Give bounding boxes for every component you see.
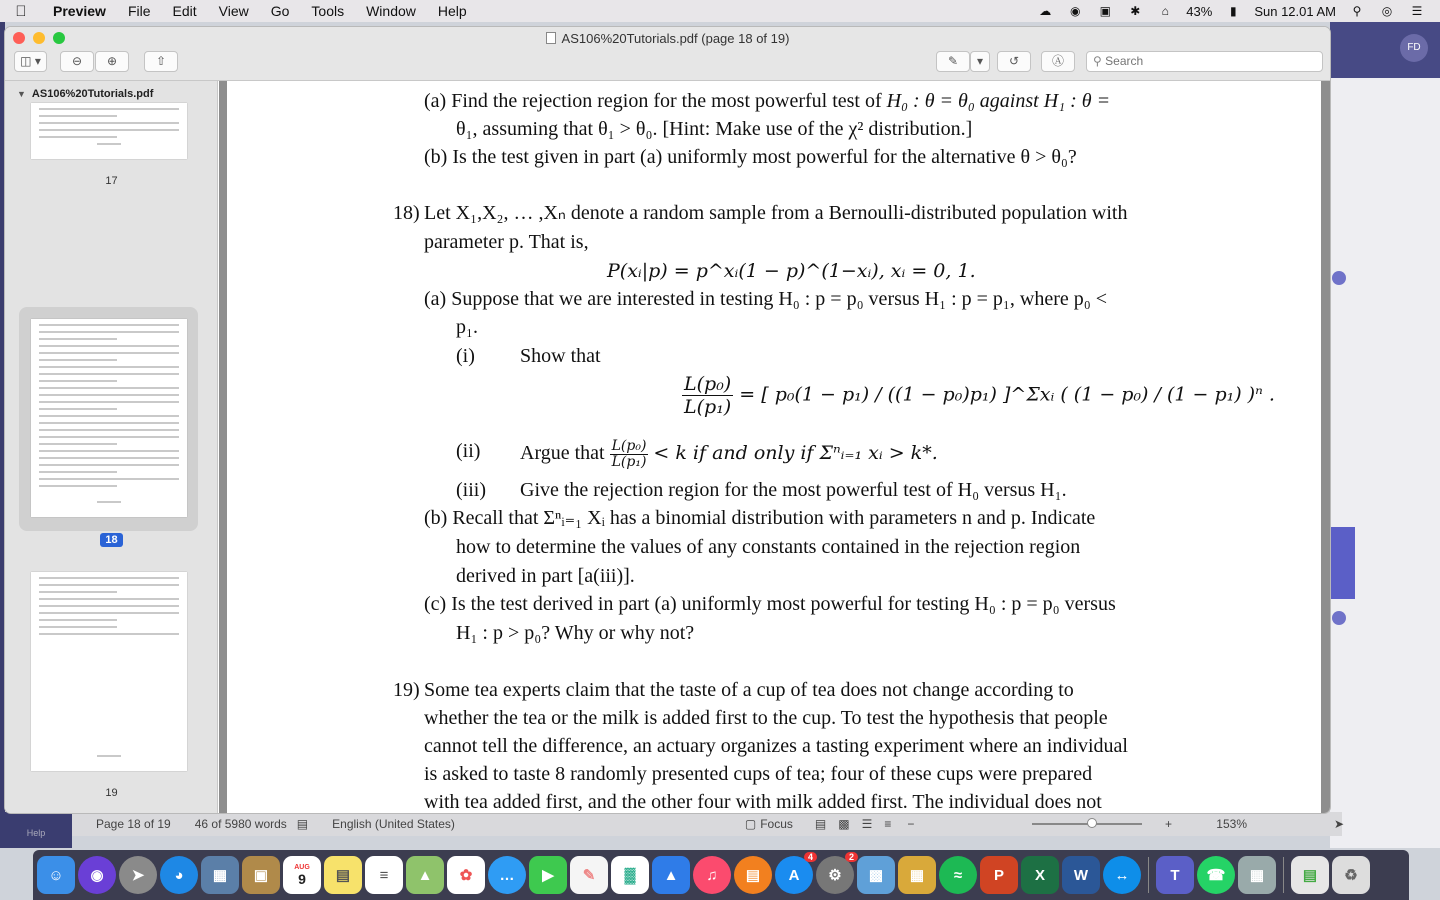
numbers-icon[interactable]: ▓ — [611, 856, 649, 894]
status-area — [1036, 0, 1440, 22]
whatsapp-icon[interactable]: ☎ — [1197, 856, 1235, 894]
q18-line2: parameter p. That is, — [424, 231, 589, 253]
menu-file[interactable]: File — [127, 3, 151, 19]
avatar[interactable]: FD — [1400, 34, 1428, 62]
small-numerator: L(p₀) — [611, 438, 647, 454]
zoom-in-button[interactable]: ⊕ — [95, 51, 129, 72]
thumb-footer — [97, 143, 121, 145]
document-view[interactable] — [219, 81, 1330, 813]
pdf-document-icon — [546, 32, 556, 44]
calendar-icon[interactable] — [283, 856, 321, 894]
system-preferences-badge: 2 — [845, 852, 858, 862]
web-layout-icon[interactable]: ▩ — [838, 817, 850, 831]
siri-icon[interactable]: ◎ — [1381, 4, 1393, 18]
background-teams-window — [1330, 22, 1440, 848]
spotlight-search-icon[interactable]: ⚲ — [1352, 4, 1362, 18]
q19-line4: is asked to taste 8 randomly presented cups of tea; four of these cups were prepared — [424, 763, 1093, 785]
notes-icon[interactable]: ▤ — [324, 856, 362, 894]
q18a-ii-label: (ii) — [456, 440, 481, 462]
thumb-text-line — [39, 485, 117, 487]
thumb-text-line — [39, 324, 179, 326]
send-icon[interactable]: ➤ — [1333, 817, 1344, 831]
proofing-icon[interactable]: ▤ — [296, 817, 309, 831]
thumb-text-line — [39, 450, 179, 452]
q18a-line2: p₁. — [456, 316, 478, 338]
launchpad-icon[interactable]: ➤ — [119, 856, 157, 894]
word-icon[interactable]: W — [1062, 856, 1100, 894]
rotate-button[interactable]: ↺ — [997, 51, 1031, 72]
markup-dropdown-button[interactable]: ▾ — [970, 51, 990, 72]
q18a-iii-label: (iii) — [456, 479, 486, 501]
markup-toolbar-button[interactable]: Ⓐ — [1041, 51, 1075, 72]
app-store-badge: 4 — [804, 852, 817, 862]
page-thumbnail-18[interactable] — [31, 319, 187, 517]
vpn-icon[interactable]: ◉ — [1070, 4, 1081, 18]
thumb-text-line — [39, 136, 117, 138]
menu-help[interactable]: Help — [437, 3, 467, 19]
q19-number: 19) — [393, 679, 420, 701]
maps-icon[interactable]: ▲ — [406, 856, 444, 894]
siri-icon[interactable]: ◉ — [78, 856, 116, 894]
zoom-level[interactable]: 153% — [1216, 817, 1247, 831]
markup-pen-button[interactable]: ✎ — [936, 51, 970, 72]
system-preferences-icon[interactable]: ⚙ 2 — [816, 856, 854, 894]
dock-separator — [1148, 857, 1149, 893]
thumb-text-line — [39, 408, 117, 410]
thumb-text-line — [39, 380, 117, 382]
word-word-count[interactable]: 46 of 5980 words — [194, 817, 287, 831]
menu-edit[interactable]: Edit — [172, 3, 197, 19]
background-highlight — [1330, 527, 1355, 599]
search-input[interactable] — [1105, 54, 1305, 68]
thumb-text-line — [39, 598, 179, 600]
photos-icon[interactable]: ✿ — [447, 856, 485, 894]
thumb-text-line — [39, 122, 179, 124]
q18a-ii-text2: < k if and only if Σⁿᵢ₌₁ xᵢ > k*. — [653, 442, 938, 465]
q18-line1: Let X₁,X₂, … ,Xₙ denote a random sample from a Bernoulli-distributed population with — [424, 202, 1128, 224]
help-button[interactable]: Help — [0, 812, 72, 848]
spotify-icon[interactable]: ≈ — [939, 856, 977, 894]
thumb-text-line — [39, 108, 179, 110]
thumb-text-line — [39, 422, 179, 424]
keynote-icon[interactable]: ▲ — [652, 856, 690, 894]
books-icon[interactable]: ▤ — [734, 856, 772, 894]
thumb-text-line — [39, 338, 117, 340]
q18a-i-text: Show that — [520, 345, 601, 367]
window-title-text: AS106%20Tutorials.pdf (page 18 of 19) — [561, 31, 790, 46]
menu-window[interactable]: Window — [366, 3, 416, 19]
lr-numerator: L(p₀) — [684, 373, 732, 395]
thumb-text-line — [39, 352, 179, 354]
notification-center-icon[interactable]: ☰ — [1411, 4, 1423, 18]
draft-view-icon[interactable]: ≡ — [884, 817, 892, 831]
q18-number: 18) — [393, 202, 420, 224]
selected-page-badge: 18 — [100, 533, 122, 547]
q18a-ii-line — [520, 439, 938, 470]
q18b-line2: how to determine the values of any constants contained in the rejection region — [456, 536, 1081, 558]
page-thumbnail-17[interactable] — [31, 103, 187, 159]
preview-icon[interactable]: ▦ — [201, 856, 239, 894]
battery-icon[interactable]: ▮ — [1230, 4, 1237, 18]
teamviewer-icon[interactable]: ▣ — [1099, 4, 1111, 18]
teamviewer-icon[interactable]: ↔ — [1103, 856, 1141, 894]
contacts-icon[interactable]: ▣ — [242, 856, 280, 894]
safari-icon[interactable]: ◕ — [160, 856, 198, 894]
thumb-text-line — [39, 401, 179, 403]
menu-tools[interactable]: Tools — [311, 3, 345, 19]
dock — [33, 850, 1409, 900]
lr-denominator: L(p₁) — [684, 396, 732, 418]
ratio-fraction-small — [610, 439, 649, 470]
messages-icon[interactable]: … — [488, 856, 526, 894]
window-title — [5, 31, 1330, 46]
word-language[interactable]: English (United States) — [332, 817, 455, 831]
window-titlebar — [5, 27, 1330, 81]
thumb-text-line — [39, 436, 179, 438]
q18a-iii-text: Give the rejection region for the most powerful test of H₀ versus H₁. — [520, 479, 1067, 501]
music-icon[interactable]: ♫ — [693, 856, 731, 894]
q19-line5: with tea added first, and the other four with milk added first. The individual does not — [424, 791, 1102, 813]
zoom-slider-knob[interactable] — [1087, 818, 1097, 828]
thumb-text-line — [39, 387, 179, 389]
thumb-text-line — [39, 584, 179, 586]
thumb-text-line — [39, 633, 179, 635]
thumb-text-line — [39, 591, 117, 593]
trash-icon[interactable]: ♻ — [1332, 856, 1370, 894]
outline-view-icon[interactable]: ☰ — [861, 817, 873, 831]
word-page-count[interactable]: Page 18 of 19 — [96, 817, 171, 831]
thumb-text-line — [39, 115, 117, 117]
downloads-stack-icon[interactable]: ▤ — [1291, 856, 1329, 894]
thumb-text-line — [39, 612, 179, 614]
focus-icon[interactable]: ▢ — [744, 817, 757, 831]
dock-separator — [1283, 857, 1284, 893]
thumb-text-line — [39, 373, 179, 375]
word-focus[interactable]: Focus — [760, 817, 793, 831]
thumb-text-line — [39, 331, 179, 333]
q17b-line: (b) Is the test given in part (a) uniformly most powerful for the alternative θ > θ₀? — [424, 146, 1077, 168]
likelihood-ratio-equation — [682, 373, 1275, 418]
thumb-text-line — [39, 429, 179, 431]
sidebar-file-name: AS106%20Tutorials.pdf — [31, 88, 154, 100]
background-badge-icon — [1332, 271, 1346, 285]
clock[interactable]: Sun 12.01 AM — [1254, 3, 1336, 19]
battery-percent: 43% — [1186, 3, 1213, 19]
word-status-bar — [72, 812, 1342, 836]
thumb-text-line — [39, 394, 179, 396]
thumb-text-line — [39, 457, 179, 459]
q17a-math: H₀ : θ = θ₀ against H₁ : θ = — [886, 90, 1111, 112]
q18-bernoulli-equation: P(xᵢ|p) = p^xᵢ(1 − p)^(1−xᵢ), xᵢ = 0, 1. — [607, 260, 976, 282]
thumb-text-line — [39, 464, 179, 466]
reminders-icon[interactable]: ≡ — [365, 856, 403, 894]
zoom-out-icon[interactable]: − — [907, 817, 915, 831]
thumb-text-line — [39, 478, 179, 480]
calendar-month: AUG — [294, 863, 310, 871]
q18b-line3: derived in part [a(iii)]. — [456, 565, 635, 587]
pages-icon[interactable]: ✎ — [570, 856, 608, 894]
q18a-line1: (a) Suppose that we are interested in testing H₀ : p = p₀ versus H₁ : p = p₁, where p₀ < — [424, 288, 1107, 310]
finder-icon[interactable]: ☺ — [37, 856, 75, 894]
q17a-text: (a) Find the rejection region for the most powerful test of — [424, 90, 882, 112]
thumb-text-line — [39, 577, 179, 579]
thumb-text-line — [39, 345, 179, 347]
q19-line2: whether the tea or the milk is added first to the cup. To test the hypothesis that people — [424, 707, 1108, 729]
thumb-text-line — [39, 626, 117, 628]
sidebar-toggle-button[interactable]: ◫ ▾ — [14, 51, 47, 72]
q18c-line1: (c) Is the test derived in part (a) uniformly most powerful for testing H₀ : p = p₀ versus — [424, 593, 1116, 615]
q18b-line1: (b) Recall that Σⁿᵢ₌₁ Xᵢ has a binomial distribution with parameters n and p. Indicate — [424, 507, 1096, 529]
thumb-text-line — [39, 359, 117, 361]
thumb-footer — [97, 501, 121, 503]
zoom-out-button[interactable]: ⊖ — [60, 51, 94, 72]
wifi-icon[interactable]: ⌂ — [1161, 4, 1169, 18]
menu-bar — [0, 0, 1440, 22]
q17a-line2: θ₁, assuming that θ₁ > θ₀. [Hint: Make use of the χ² distribution.] — [456, 118, 973, 140]
calendar-day: 9 — [298, 870, 306, 887]
thumb-footer — [97, 755, 121, 757]
q18a-i-label: (i) — [456, 345, 475, 367]
page-number-19[interactable]: 19 — [105, 787, 118, 799]
creative-cloud-icon[interactable]: ☁ — [1039, 4, 1052, 18]
search-field[interactable] — [1086, 51, 1323, 72]
page-number-18[interactable] — [5, 534, 218, 546]
excel-icon[interactable]: X — [1021, 856, 1059, 894]
menu-view[interactable]: View — [218, 3, 249, 19]
q19-line3: cannot tell the difference, an actuary organizes a tasting experiment where an individual — [424, 735, 1128, 757]
q17a-line1 — [424, 89, 1110, 113]
preview-window — [5, 27, 1330, 813]
photo-viewer-icon[interactable]: ▦ — [1238, 856, 1276, 894]
thumb-text-line — [39, 471, 117, 473]
thumb-text-line — [39, 443, 117, 445]
share-button[interactable]: ⇧ — [144, 51, 178, 72]
pdf-page — [227, 81, 1321, 813]
page-thumbnail-19[interactable] — [31, 572, 187, 771]
likelihood-ratio-fraction — [682, 373, 733, 418]
thumb-text-line — [39, 619, 117, 621]
thumb-text-line — [39, 129, 179, 131]
search-icon: ⚲ — [1093, 54, 1102, 68]
archive-utility-icon[interactable]: ▦ — [898, 856, 936, 894]
menu-app[interactable]: Preview — [53, 3, 106, 19]
print-layout-icon[interactable]: ▤ — [814, 817, 827, 831]
app-store-icon[interactable]: A 4 — [775, 856, 813, 894]
powerpoint-icon[interactable]: P — [980, 856, 1018, 894]
page-number-17[interactable]: 17 — [105, 175, 118, 187]
lr-right-side: = [ p₀(1 − p₁) / ((1 − p₀)p₁) ]^Σxᵢ ( (1 − p₀) / (1 − p₁) )ⁿ . — [739, 383, 1275, 406]
thumb-text-line — [39, 366, 179, 368]
preview-app-icon[interactable]: ▩ — [857, 856, 895, 894]
facetime-icon[interactable]: ▶ — [529, 856, 567, 894]
q18c-line2: H₁ : p > p₀? Why or why not? — [456, 622, 695, 644]
q19-line1: Some tea experts claim that the taste of a cup of tea does not change according to — [424, 679, 1074, 701]
thumb-text-line — [39, 605, 179, 607]
q18a-ii-text1: Argue that — [520, 442, 605, 465]
apple-icon[interactable] — [0, 3, 42, 20]
background-badge-icon — [1332, 611, 1346, 625]
thumb-text-line — [39, 415, 179, 417]
disclosure-triangle-icon[interactable]: ▼ — [17, 89, 26, 99]
bluetooth-icon[interactable]: ✱ — [1130, 4, 1141, 18]
sidebar-file-header[interactable] — [5, 81, 217, 103]
thumbnail-sidebar — [5, 81, 218, 813]
small-denominator: L(p₁) — [611, 454, 647, 470]
teams-icon[interactable]: T — [1156, 856, 1194, 894]
zoom-in-icon[interactable]: + — [1164, 817, 1172, 831]
menu-go[interactable]: Go — [270, 3, 290, 19]
